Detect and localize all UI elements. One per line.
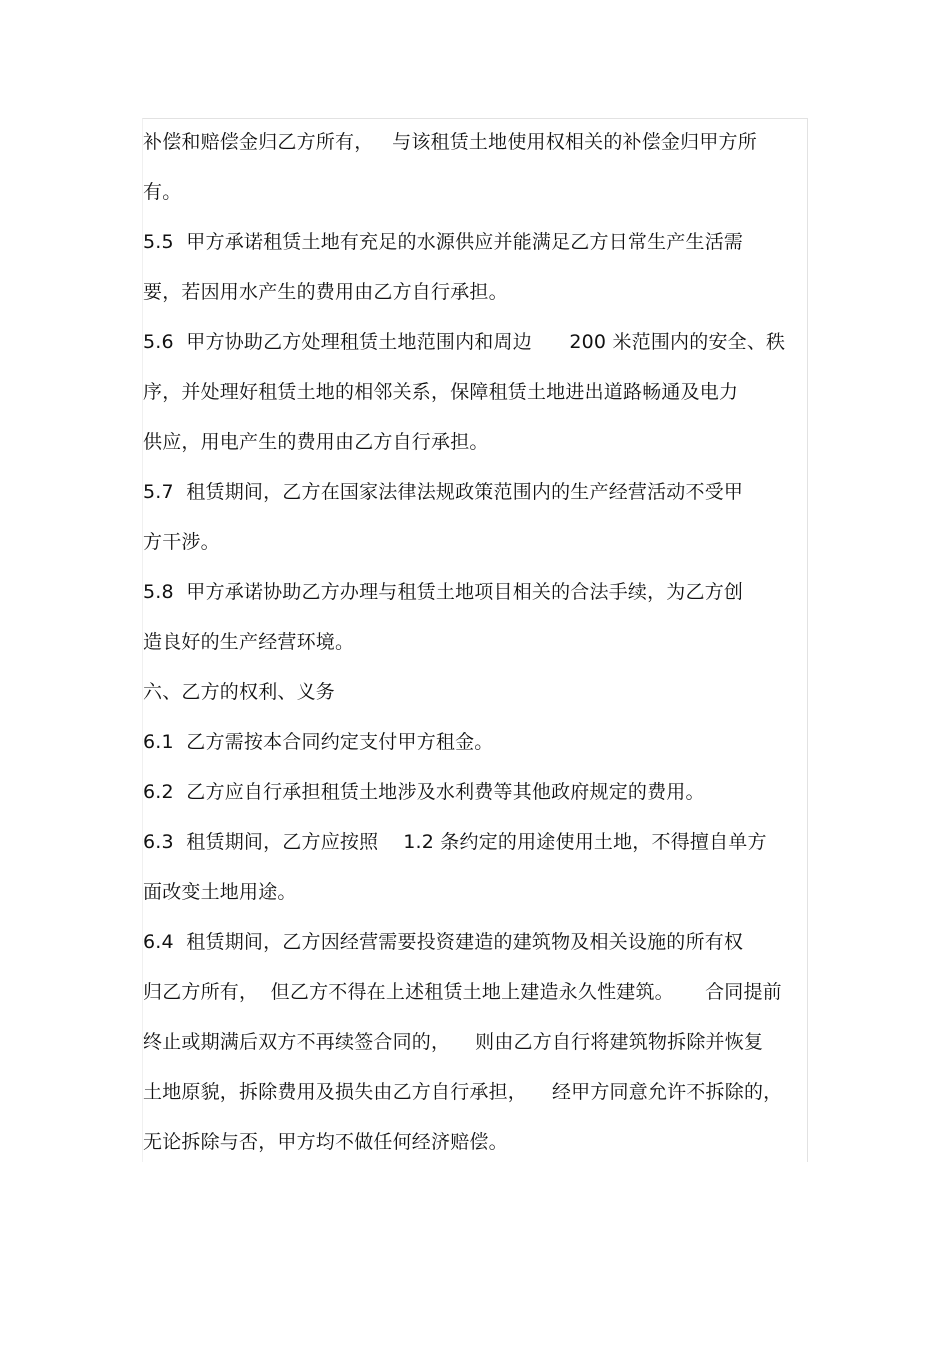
text-line-2: 有。 (143, 181, 182, 203)
text-line-6: 序，并处理好租赁土地的相邻关系，保障租赁土地进出道路畅通及电力 (143, 381, 739, 403)
text-line-5: 5.6 甲方协助乙方处理租赁土地范围内和周边 200 米范围内的安全、秩 (143, 331, 786, 353)
text-line-4: 要，若因用水产生的费用由乙方自行承担。 (143, 281, 508, 303)
text-line-7: 供应，用电产生的费用由乙方自行承担。 (143, 431, 489, 453)
text-line-11: 造良好的生产经营环境。 (143, 631, 355, 653)
text-line-16: 面改变土地用途。 (143, 881, 297, 903)
text-line-9: 方干涉。 (143, 531, 220, 553)
text-line-15: 6.3 租赁期间，乙方应按照 1.2 条约定的用途使用土地，不得擅自单方 (143, 831, 767, 853)
text-line-18: 归乙方所有， 但乙方不得在上述租赁土地上建造永久性建筑。 合同提前 (143, 981, 782, 1003)
text-line-20: 土地原貌，拆除费用及损失由乙方自行承担， 经甲方同意允许不拆除的， (143, 1081, 783, 1103)
text-line-17: 6.4 租赁期间，乙方因经营需要投资建造的建筑物及相关设施的所有权 (143, 931, 744, 953)
text-line-13: 6.1 乙方需按本合同约定支付甲方租金。 (143, 731, 494, 753)
text-line-1: 补偿和赔偿金归乙方所有， 与该租赁土地使用权相关的补偿金归甲方所 (143, 131, 757, 153)
text-line-19: 终止或期满后双方不再续签合同的， 则由乙方自行将建筑物拆除并恢复 (143, 1031, 764, 1053)
text-line-21: 无论拆除与否，甲方均不做任何经济赔偿。 (143, 1131, 508, 1153)
section-heading: 六、乙方的权利、义务 (143, 681, 336, 703)
text-line-3: 5.5 甲方承诺租赁土地有充足的水源供应并能满足乙方日常生产生活需 (143, 231, 744, 253)
text-line-8: 5.7 租赁期间，乙方在国家法律法规政策范围内的生产经营活动不受甲 (143, 481, 744, 503)
text-line-14: 6.2 乙方应自行承担租赁土地涉及水利费等其他政府规定的费用。 (143, 781, 705, 803)
text-line-10: 5.8 甲方承诺协助乙方办理与租赁土地项目相关的合法手续，为乙方创 (143, 581, 744, 603)
